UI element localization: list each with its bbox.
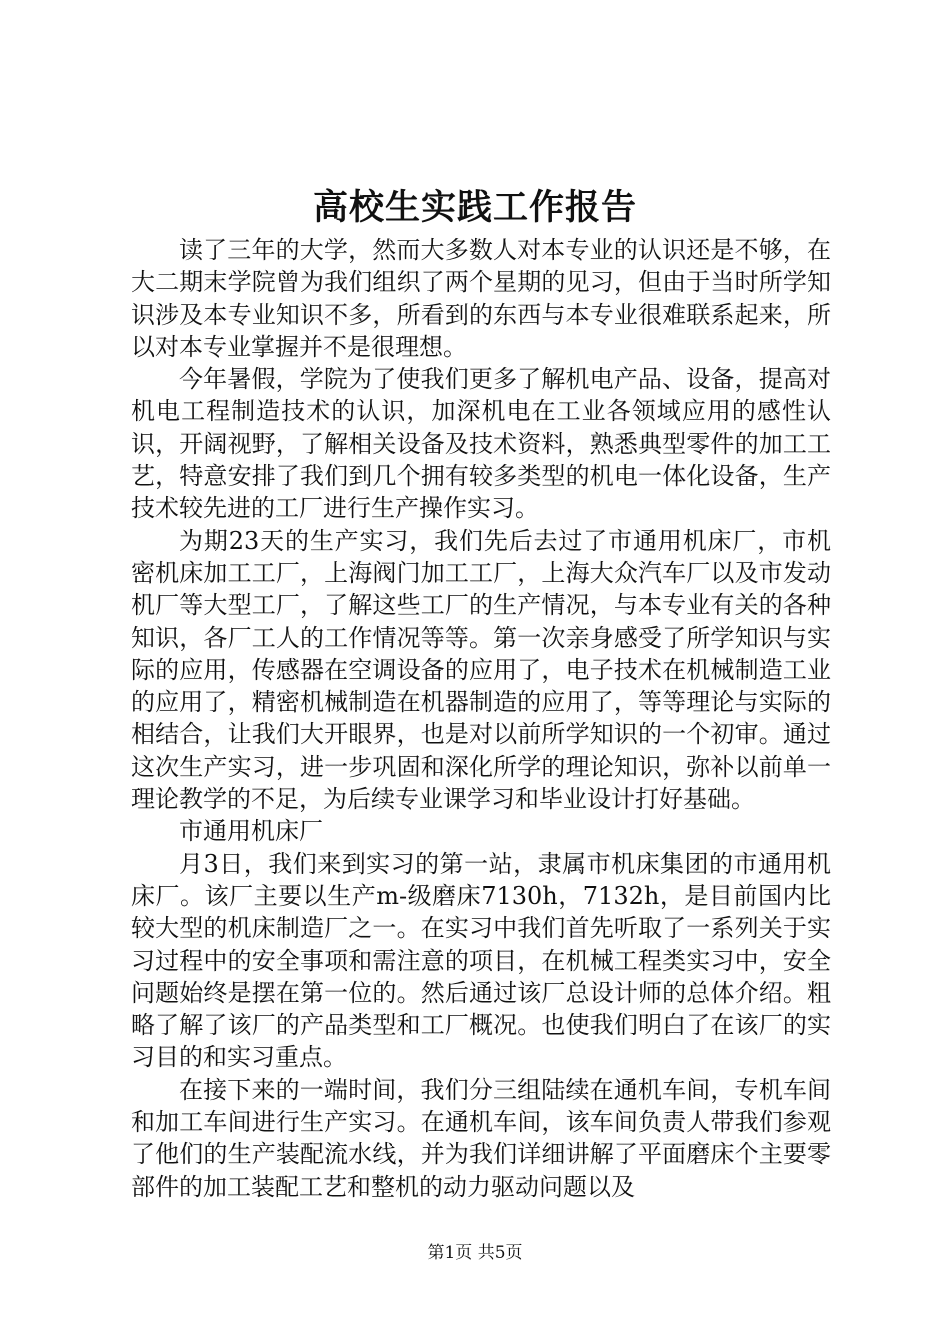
document-title: 高校生实践工作报告 <box>312 187 637 228</box>
document-body <box>131 234 831 1203</box>
paragraph: 月3日，我们来到实习的第一站，隶属市机床集团的市通用机床厂。该厂主要以生产m-级磨床7130h，7132h，是目前国内比较大型的机床制造厂之一。在实习中我们首先听取了一系列关于实习过程中的安全事项和需注意的项目，在机械工程类实习中，安全问题始终是摆在第一位的。然后通过该厂总设计师的总体介绍。粗略了解了该厂的产品类型和工厂概况。也使我们明白了在该厂的实习目的和实习重点。 <box>131 849 831 1072</box>
paragraph: 为期23天的生产实习，我们先后去过了市通用机床厂，市机密机床加工工厂，上海阀门加工工厂，上海大众汽车厂以及市发动机厂等大型工厂，了解这些工厂的生产情况，与本专业有关的各种知识，各厂工人的工作情况等等。第一次亲身感受了所学知识与实际的应用，传感器在空调设备的应用了，电子技术在机械制造工业的应用了，精密机械制造在机器制造的应用了，等等理论与实际的相结合，让我们大开眼界，也是对以前所学知识的一个初审。通过这次生产实习，进一步巩固和深化所学的理论知识，弥补以前单一理论教学的不足，为后续专业课学习和毕业设计打好基础。 <box>131 526 831 814</box>
page-indicator: 第1页 共5页 <box>427 1243 523 1263</box>
paragraph: 读了三年的大学，然而大多数人对本专业的认识还是不够，在大二期末学院曾为我们组织了两个星期的见习，但由于当时所学知识涉及本专业知识不多，所看到的东西与本专业很难联系起来，所以对本专业掌握并不是很理想。 <box>131 236 831 361</box>
paragraph: 在接下来的一端时间，我们分三组陆续在通机车间，专机车间和加工车间进行生产实习。在通机车间，该车间负责人带我们参观了他们的生产装配流水线，并为我们详细讲解了平面磨床个主要零部件的加工装配工艺和整机的动力驱动问题以及 <box>131 1075 831 1201</box>
paragraph: 今年暑假，学院为了使我们更多了解机电产品、设备，提高对机电工程制造技术的认识，加深机电在工业各领域应用的感性认识，开阔视野，了解相关设备及技术资料，熟悉典型零件的加工工艺，特意安排了我们到几个拥有较多类型的机电一体化设备，生产技术较先进的工厂进行生产操作实习。 <box>131 365 831 523</box>
section-heading: 市通用机床厂 <box>179 817 323 846</box>
